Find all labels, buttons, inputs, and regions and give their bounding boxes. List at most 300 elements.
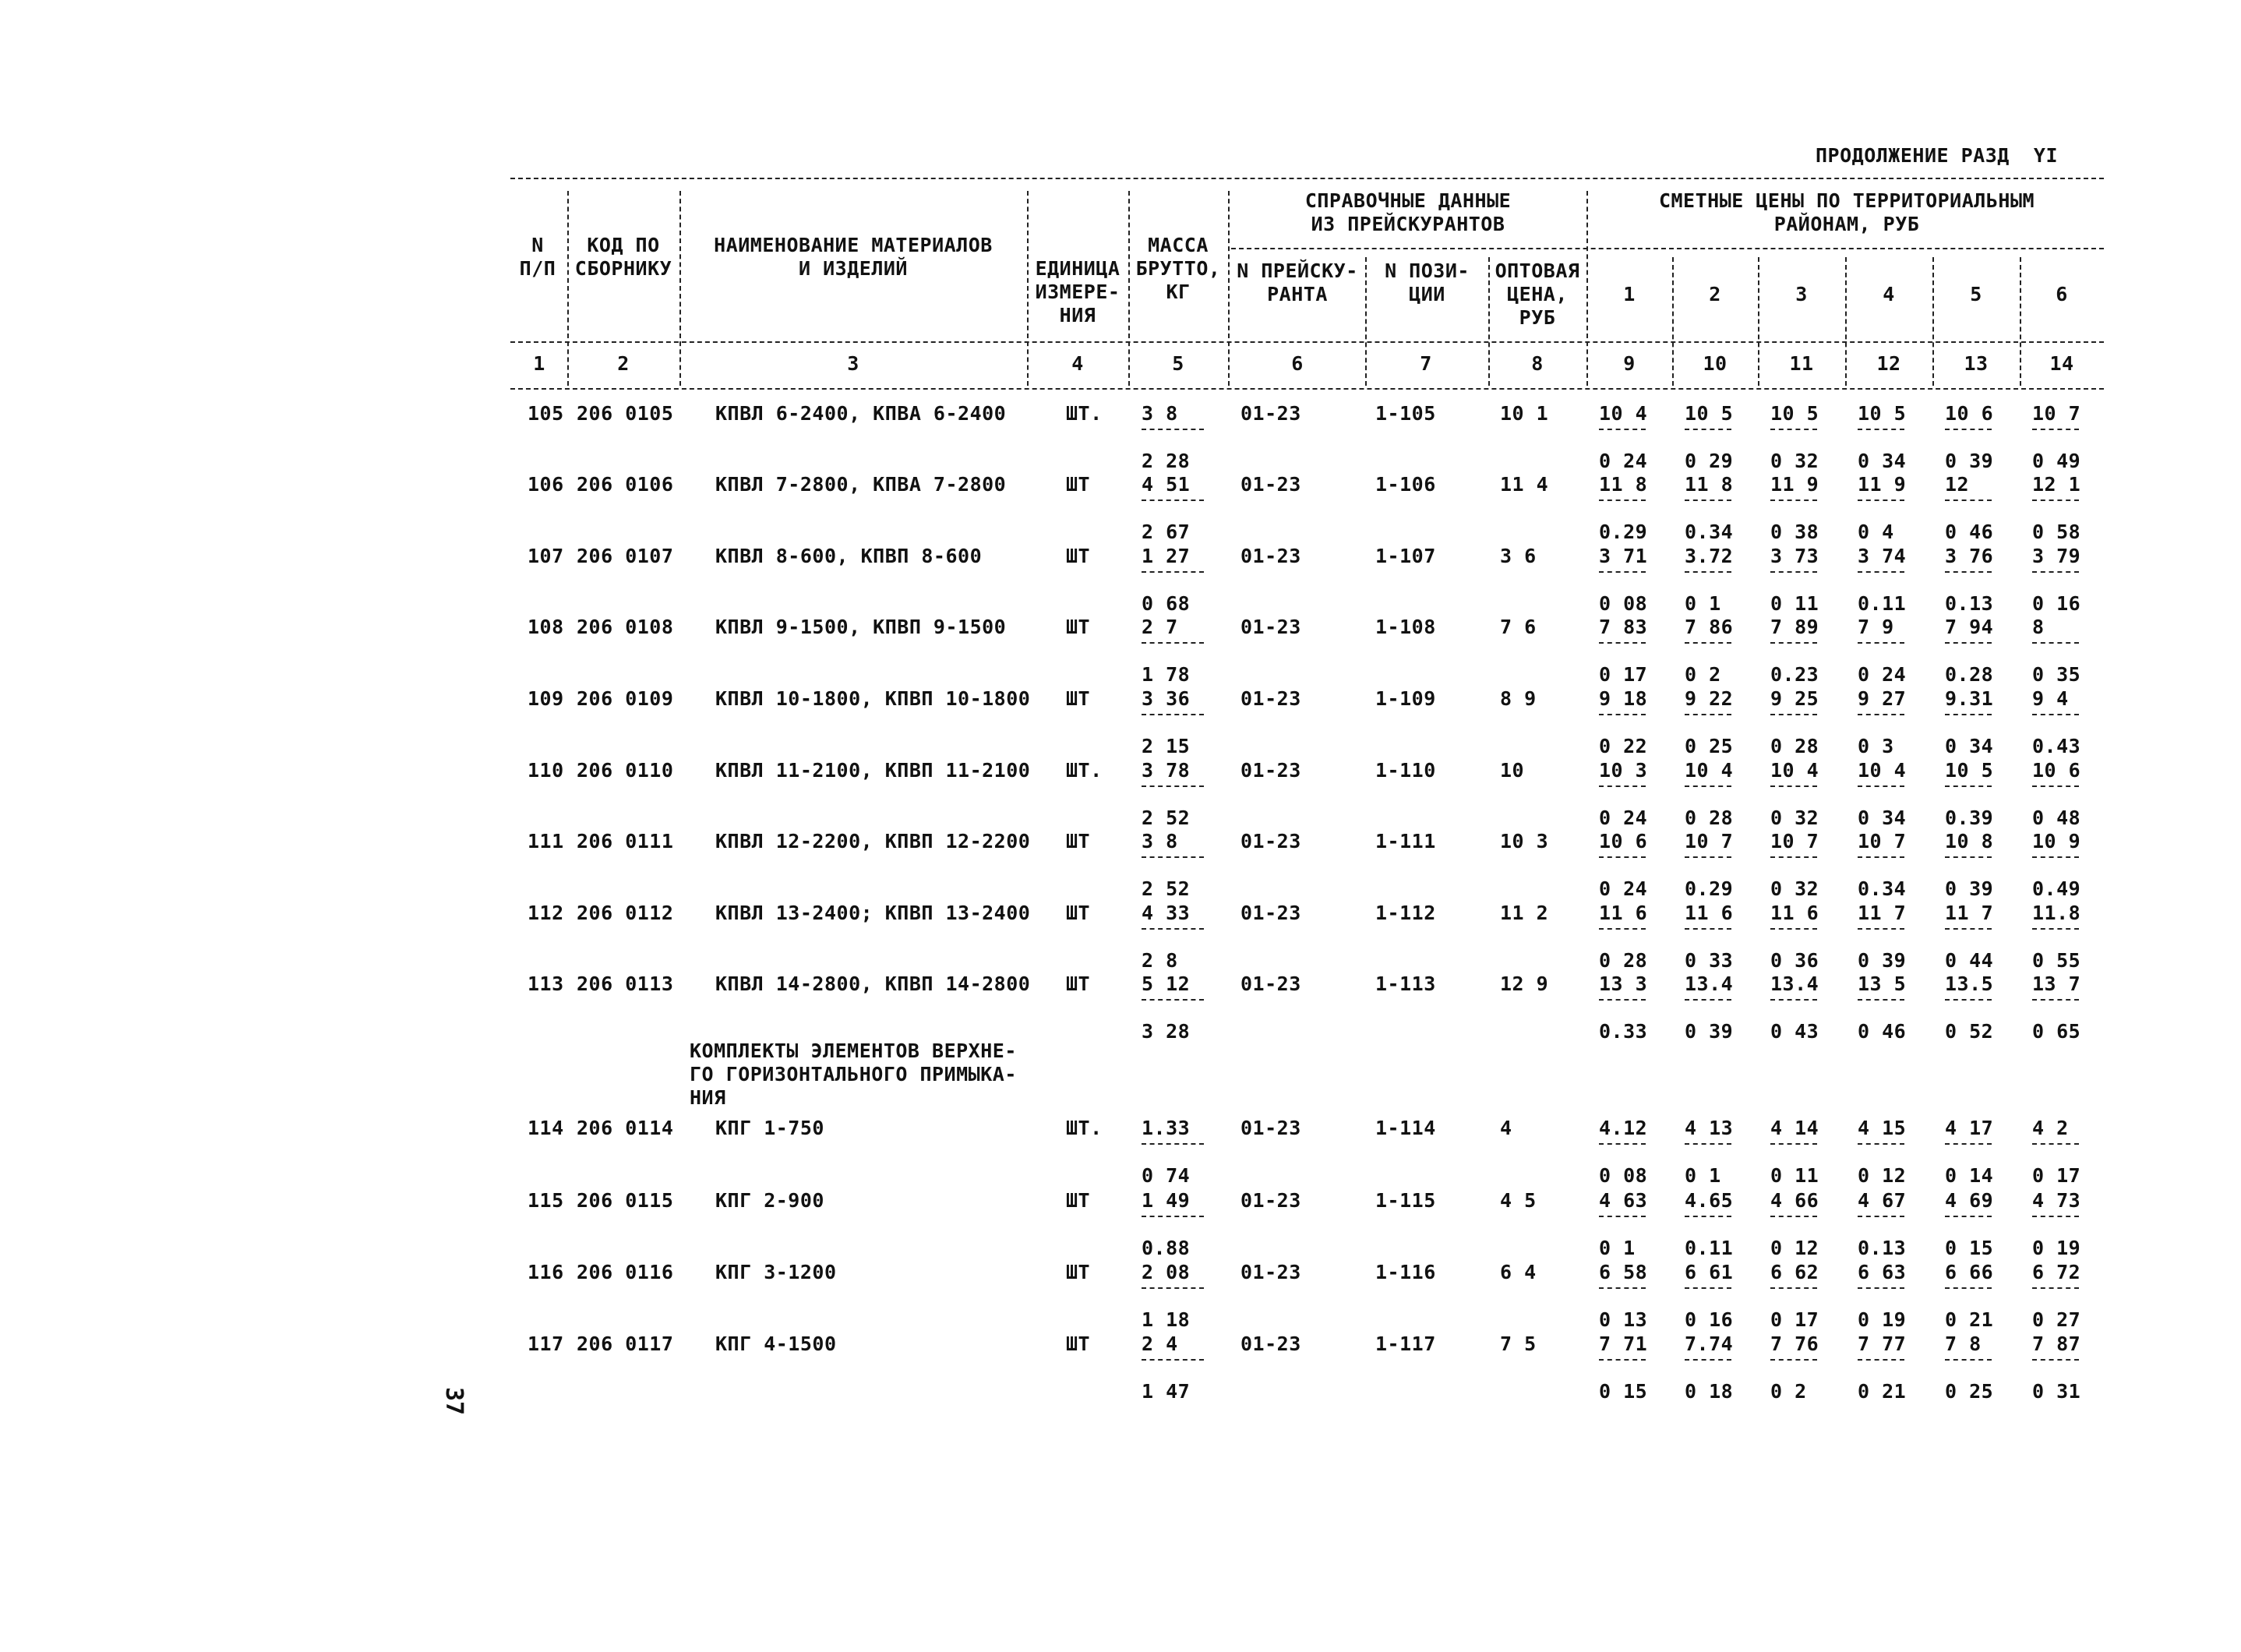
row-name: КПВЛ 9-1500, КПВП 9-1500 [715, 616, 1007, 638]
row-price-region-6: 4 2 [2032, 1117, 2069, 1139]
row-price-region-5: 4 17 [1945, 1117, 1994, 1139]
subrow-price-region-6: 0.43 [2032, 735, 2081, 757]
subrow-price-region-1: 0 08 [1599, 1164, 1648, 1187]
row-code: 206 0108 [577, 616, 674, 638]
row-wholesale: 10 [1500, 759, 1525, 782]
price-separator [1945, 714, 1992, 715]
mass-separator [1142, 714, 1204, 715]
price-separator [1685, 1143, 1731, 1145]
col-divider [1932, 257, 1934, 386]
row-position: 1-107 [1375, 545, 1436, 567]
row-position: 1-112 [1375, 902, 1436, 924]
row-code: 206 0109 [577, 687, 674, 710]
row-number: 113 [528, 972, 564, 995]
price-separator [1685, 571, 1731, 573]
col-header-est-group: СМЕТНЫЕ ЦЕНЫ ПО ТЕРРИТОРИАЛЬНЫМ РАЙОНАМ, РУБ [1658, 189, 2035, 235]
price-separator [1858, 1216, 1904, 1217]
column-number: 14 [2049, 352, 2074, 375]
row-price-region-3: 4 14 [1770, 1117, 1819, 1139]
row-mass: 3 36 [1142, 687, 1191, 710]
subrow-price-region-6: 0 35 [2032, 663, 2081, 686]
price-separator [1685, 1359, 1731, 1361]
row-wholesale: 11 4 [1500, 473, 1549, 496]
row-code: 206 0111 [577, 830, 674, 852]
col-divider [2020, 257, 2021, 386]
row-price-region-5: 13.5 [1945, 972, 1994, 995]
subrow-mass: 2 28 [1142, 450, 1191, 472]
row-unit: ШТ. [1066, 1117, 1103, 1139]
subrow-price-region-2: 0 25 [1685, 735, 1734, 757]
row-code: 206 0116 [577, 1261, 674, 1283]
col-header-name: НАИМЕНОВАНИЕ МАТЕРИАЛОВ И ИЗДЕЛИЙ [714, 234, 993, 280]
subrow-price-region-6: 0 48 [2032, 807, 2081, 829]
subrow-mass: 2 52 [1142, 877, 1191, 900]
subrow-price-region-1: 0 28 [1599, 949, 1648, 972]
subrow-mass: 0 74 [1142, 1164, 1191, 1187]
row-price-region-4: 4 15 [1858, 1117, 1907, 1139]
column-number: 6 [1291, 352, 1304, 375]
subrow-price-region-4: 0.11 [1858, 592, 1907, 615]
price-separator [1945, 1359, 1992, 1361]
row-mass: 1 27 [1142, 545, 1191, 567]
price-separator [1945, 856, 1992, 858]
row-price-region-5: 11 7 [1945, 902, 1994, 924]
row-price-region-6: 10 9 [2032, 830, 2081, 852]
subrow-price-region-4: 0 34 [1858, 450, 1907, 472]
row-unit: ШТ [1066, 1333, 1091, 1355]
subrow-mass: 1 47 [1142, 1380, 1191, 1403]
subrow-price-region-4: 0 19 [1858, 1308, 1907, 1331]
page-number: 37 [440, 1387, 468, 1416]
mass-separator [1142, 785, 1204, 787]
subrow-price-region-1: 0.29 [1599, 521, 1648, 543]
row-wholesale: 6 4 [1500, 1261, 1537, 1283]
row-mass: 2 08 [1142, 1261, 1191, 1283]
subrow-price-region-6: 0 49 [2032, 450, 2081, 472]
region-header-1: 1 [1623, 283, 1636, 305]
row-price-region-4: 4 67 [1858, 1189, 1907, 1212]
subheader-rule [510, 341, 2104, 343]
row-wholesale: 7 5 [1500, 1333, 1537, 1355]
row-price-region-6: 8 [2032, 616, 2045, 638]
row-name: КПВЛ 7-2800, КПВА 7-2800 [715, 473, 1007, 496]
price-separator [1685, 429, 1731, 430]
price-separator [1599, 785, 1646, 787]
subrow-price-region-5: 0.13 [1945, 592, 1994, 615]
subrow-price-region-3: 0 32 [1770, 450, 1819, 472]
row-unit: ШТ [1066, 1189, 1091, 1212]
row-price-region-2: 7.74 [1685, 1333, 1734, 1355]
subrow-price-region-2: 0 2 [1685, 663, 1721, 686]
subrow-price-region-6: 0 19 [2032, 1237, 2081, 1259]
row-mass: 4 51 [1142, 473, 1191, 496]
price-separator [2032, 642, 2079, 644]
row-position: 1-117 [1375, 1333, 1436, 1355]
row-price-region-5: 10 5 [1945, 759, 1994, 782]
row-number: 116 [528, 1261, 564, 1283]
price-separator [1858, 429, 1904, 430]
row-wholesale: 3 6 [1500, 545, 1537, 567]
subrow-price-region-4: 0 39 [1858, 949, 1907, 972]
price-separator [1770, 714, 1817, 715]
row-price-region-6: 10 6 [2032, 759, 2081, 782]
subrow-price-region-2: 0 28 [1685, 807, 1734, 829]
price-separator [1945, 928, 1992, 930]
price-separator [1599, 1359, 1646, 1361]
row-position: 1-105 [1375, 402, 1436, 425]
row-code: 206 0114 [577, 1117, 674, 1139]
row-pricelist: 01-23 [1240, 759, 1301, 782]
row-name: КПВЛ 12-2200, КПВП 12-2200 [715, 830, 1031, 852]
row-name: КПГ 2-900 [715, 1189, 824, 1212]
subrow-price-region-4: 0 12 [1858, 1164, 1907, 1187]
row-unit: ШТ [1066, 902, 1091, 924]
row-wholesale: 4 [1500, 1117, 1512, 1139]
row-price-region-4: 7 77 [1858, 1333, 1907, 1355]
subrow-price-region-6: 0 55 [2032, 949, 2081, 972]
row-pricelist: 01-23 [1240, 473, 1301, 496]
row-mass: 4 33 [1142, 902, 1191, 924]
row-position: 1-110 [1375, 759, 1436, 782]
row-pricelist: 01-23 [1240, 1333, 1301, 1355]
row-unit: ШТ [1066, 473, 1091, 496]
mass-separator [1142, 642, 1204, 644]
price-separator [1770, 642, 1817, 644]
row-price-region-3: 11 6 [1770, 902, 1819, 924]
row-code: 206 0113 [577, 972, 674, 995]
row-price-region-4: 10 4 [1858, 759, 1907, 782]
subrow-price-region-3: 0 43 [1770, 1020, 1819, 1043]
row-number: 114 [528, 1117, 564, 1139]
price-separator [1858, 856, 1904, 858]
col-header-position: N ПОЗИ- ЦИИ [1385, 259, 1470, 305]
col-divider [679, 191, 681, 386]
row-position: 1-114 [1375, 1117, 1436, 1139]
subrow-price-region-3: 0 38 [1770, 521, 1819, 543]
region-header-4: 4 [1883, 283, 1895, 305]
price-separator [1770, 1216, 1817, 1217]
subrow-price-region-4: 0 34 [1858, 807, 1907, 829]
row-price-region-6: 4 73 [2032, 1189, 2081, 1212]
header-bottom-rule [510, 388, 2104, 390]
row-price-region-2: 11 8 [1685, 473, 1734, 496]
price-separator [2032, 999, 2079, 1001]
region-header-3: 3 [1795, 283, 1808, 305]
row-wholesale: 10 1 [1500, 402, 1549, 425]
row-price-region-6: 6 72 [2032, 1261, 2081, 1283]
row-price-region-1: 13 3 [1599, 972, 1648, 995]
price-separator [2032, 499, 2079, 501]
row-price-region-2: 3.72 [1685, 545, 1734, 567]
row-price-region-4: 9 27 [1858, 687, 1907, 710]
subrow-price-region-2: 0 39 [1685, 1020, 1734, 1043]
subrow-price-region-6: 0 31 [2032, 1380, 2081, 1403]
subrow-price-region-2: 0 1 [1685, 1164, 1721, 1187]
row-price-region-4: 11 7 [1858, 902, 1907, 924]
row-price-region-3: 10 4 [1770, 759, 1819, 782]
price-separator [1685, 785, 1731, 787]
price-separator [1858, 999, 1904, 1001]
row-price-region-2: 10 4 [1685, 759, 1734, 782]
price-separator [1858, 499, 1904, 501]
subrow-mass: 0 68 [1142, 592, 1191, 615]
row-unit: ШТ [1066, 972, 1091, 995]
subrow-price-region-4: 0 21 [1858, 1380, 1907, 1403]
price-separator [1685, 999, 1731, 1001]
price-separator [1945, 571, 1992, 573]
column-number: 2 [617, 352, 630, 375]
column-number: 8 [1531, 352, 1544, 375]
subrow-price-region-3: 0 28 [1770, 735, 1819, 757]
row-pricelist: 01-23 [1240, 545, 1301, 567]
region-header-2: 2 [1709, 283, 1721, 305]
row-price-region-3: 7 76 [1770, 1333, 1819, 1355]
row-price-region-6: 11.8 [2032, 902, 2081, 924]
col-header-unit: ЕДИНИЦА ИЗМЕРЕ- НИЯ [1035, 257, 1120, 327]
row-price-region-5: 10 6 [1945, 402, 1994, 425]
row-name: КПГ 1-750 [715, 1117, 824, 1139]
price-separator [1599, 928, 1646, 930]
price-separator [1770, 499, 1817, 501]
row-price-region-6: 13 7 [2032, 972, 2081, 995]
row-price-region-5: 7 94 [1945, 616, 1994, 638]
col-header-num: N П/П [519, 234, 556, 280]
col-header-ref-group: СПРАВОЧНЫЕ ДАННЫЕ ИЗ ПРЕЙСКУРАНТОВ [1304, 189, 1512, 235]
row-price-region-3: 9 25 [1770, 687, 1819, 710]
price-separator [1858, 928, 1904, 930]
subrow-price-region-5: 0 25 [1945, 1380, 1994, 1403]
mass-separator [1142, 429, 1204, 430]
row-unit: ШТ [1066, 545, 1091, 567]
col-header-pricelist: N ПРЕЙСКУ- РАНТА [1237, 259, 1358, 305]
row-price-region-2: 10 7 [1685, 830, 1734, 852]
row-price-region-1: 11 6 [1599, 902, 1648, 924]
price-separator [1599, 856, 1646, 858]
column-number: 3 [847, 352, 859, 375]
row-unit: ШТ [1066, 687, 1091, 710]
row-price-region-3: 4 66 [1770, 1189, 1819, 1212]
subrow-price-region-2: 0 29 [1685, 450, 1734, 472]
col-divider [1365, 257, 1367, 386]
price-separator [1599, 714, 1646, 715]
price-separator [1599, 1143, 1646, 1145]
price-separator [1858, 571, 1904, 573]
price-separator [1858, 1143, 1904, 1145]
price-separator [2032, 571, 2079, 573]
subrow-price-region-2: 0 16 [1685, 1308, 1734, 1331]
subrow-price-region-4: 0.34 [1858, 877, 1907, 900]
row-price-region-2: 11 6 [1685, 902, 1734, 924]
row-number: 111 [528, 830, 564, 852]
table-top-rule [510, 178, 2104, 179]
row-position: 1-111 [1375, 830, 1436, 852]
row-position: 1-113 [1375, 972, 1436, 995]
row-position: 1-108 [1375, 616, 1436, 638]
row-price-region-1: 4 63 [1599, 1189, 1648, 1212]
subrow-price-region-3: 0 11 [1770, 592, 1819, 615]
price-separator [1770, 928, 1817, 930]
row-number: 106 [528, 473, 564, 496]
row-number: 109 [528, 687, 564, 710]
mass-separator [1142, 1216, 1204, 1217]
subrow-mass: 2 15 [1142, 735, 1191, 757]
subrow-price-region-2: 0.11 [1685, 1237, 1734, 1259]
price-separator [1599, 1216, 1646, 1217]
col-divider [1586, 191, 1588, 386]
price-separator [1599, 642, 1646, 644]
row-pricelist: 01-23 [1240, 972, 1301, 995]
row-mass: 2 7 [1142, 616, 1178, 638]
price-separator [1858, 1359, 1904, 1361]
price-separator [2032, 785, 2079, 787]
col-divider [1758, 257, 1759, 386]
row-price-region-1: 11 8 [1599, 473, 1648, 496]
row-unit: ШТ [1066, 1261, 1091, 1283]
row-price-region-3: 3 73 [1770, 545, 1819, 567]
column-number: 5 [1172, 352, 1184, 375]
row-number: 108 [528, 616, 564, 638]
row-number: 117 [528, 1333, 564, 1355]
subrow-price-region-1: 0 17 [1599, 663, 1648, 686]
row-price-region-1: 7 71 [1599, 1333, 1648, 1355]
row-pricelist: 01-23 [1240, 902, 1301, 924]
row-price-region-4: 13 5 [1858, 972, 1907, 995]
group-rule [1231, 248, 2104, 249]
row-name: КПВЛ 8-600, КПВП 8-600 [715, 545, 983, 567]
row-price-region-1: 4.12 [1599, 1117, 1648, 1139]
row-price-region-5: 6 66 [1945, 1261, 1994, 1283]
row-position: 1-116 [1375, 1261, 1436, 1283]
price-separator [1858, 642, 1904, 644]
row-price-region-6: 7 87 [2032, 1333, 2081, 1355]
section-title: КОМПЛЕКТЫ ЭЛЕМЕНТОВ ВЕРХНЕ- ГО ГОРИЗОНТАЛЬНОГО ПРИМЫКА- НИЯ [690, 1040, 1017, 1109]
subrow-price-region-5: 0 39 [1945, 450, 1994, 472]
price-separator [1858, 785, 1904, 787]
price-separator [2032, 429, 2079, 430]
row-price-region-1: 9 18 [1599, 687, 1648, 710]
subrow-price-region-6: 0.49 [2032, 877, 2081, 900]
row-unit: ШТ [1066, 616, 1091, 638]
subrow-price-region-5: 0 44 [1945, 949, 1994, 972]
row-pricelist: 01-23 [1240, 402, 1301, 425]
column-number: 11 [1789, 352, 1814, 375]
row-price-region-4: 7 9 [1858, 616, 1894, 638]
subrow-mass: 0.88 [1142, 1237, 1191, 1259]
price-separator [1945, 1287, 1992, 1289]
row-code: 206 0115 [577, 1189, 674, 1212]
row-mass: 3 78 [1142, 759, 1191, 782]
row-code: 206 0110 [577, 759, 674, 782]
subrow-price-region-1: 0.33 [1599, 1020, 1648, 1043]
row-price-region-1: 3 71 [1599, 545, 1648, 567]
subrow-price-region-6: 0 17 [2032, 1164, 2081, 1187]
row-price-region-3: 13.4 [1770, 972, 1819, 995]
subrow-price-region-5: 0 15 [1945, 1237, 1994, 1259]
row-price-region-2: 13.4 [1685, 972, 1734, 995]
row-mass: 3 8 [1142, 830, 1178, 852]
subrow-price-region-4: 0 4 [1858, 521, 1894, 543]
row-position: 1-109 [1375, 687, 1436, 710]
col-header-wholesale: ОПТОВАЯ ЦЕНА, РУБ [1495, 259, 1580, 329]
price-separator [1770, 785, 1817, 787]
row-price-region-5: 7 8 [1945, 1333, 1982, 1355]
price-separator [1770, 1359, 1817, 1361]
subrow-price-region-2: 0.34 [1685, 521, 1734, 543]
row-price-region-6: 10 7 [2032, 402, 2081, 425]
price-separator [2032, 1143, 2079, 1145]
price-separator [1599, 499, 1646, 501]
row-price-region-6: 9 4 [2032, 687, 2069, 710]
subrow-price-region-5: 0 21 [1945, 1308, 1994, 1331]
column-number: 12 [1876, 352, 1901, 375]
row-number: 107 [528, 545, 564, 567]
row-price-region-2: 4.65 [1685, 1189, 1734, 1212]
row-price-region-1: 10 6 [1599, 830, 1648, 852]
price-separator [1945, 785, 1992, 787]
row-name: КПГ 4-1500 [715, 1333, 837, 1355]
mass-separator [1142, 999, 1204, 1001]
region-header-6: 6 [2056, 283, 2068, 305]
row-name: КПВЛ 10-1800, КПВП 10-1800 [715, 687, 1031, 710]
row-pricelist: 01-23 [1240, 1189, 1301, 1212]
price-separator [2032, 1287, 2079, 1289]
price-separator [1945, 429, 1992, 430]
price-separator [1770, 1143, 1817, 1145]
region-header-5: 5 [1970, 283, 1982, 305]
row-pricelist: 01-23 [1240, 1261, 1301, 1283]
subrow-price-region-5: 0 34 [1945, 735, 1994, 757]
price-separator [1685, 1216, 1731, 1217]
column-number: 10 [1703, 352, 1728, 375]
row-price-region-3: 10 7 [1770, 830, 1819, 852]
row-price-region-4: 10 5 [1858, 402, 1907, 425]
price-separator [1770, 999, 1817, 1001]
row-pricelist: 01-23 [1240, 616, 1301, 638]
row-code: 206 0107 [577, 545, 674, 567]
row-position: 1-115 [1375, 1189, 1436, 1212]
subrow-mass: 1 18 [1142, 1308, 1191, 1331]
row-unit: ШТ. [1066, 402, 1103, 425]
subrow-price-region-1: 0 24 [1599, 450, 1648, 472]
subrow-price-region-1: 0 24 [1599, 877, 1648, 900]
price-separator [2032, 714, 2079, 715]
subrow-price-region-5: 0 14 [1945, 1164, 1994, 1187]
column-number: 4 [1071, 352, 1084, 375]
row-mass: 5 12 [1142, 972, 1191, 995]
row-wholesale: 10 3 [1500, 830, 1549, 852]
subrow-price-region-1: 0 08 [1599, 592, 1648, 615]
row-price-region-4: 10 7 [1858, 830, 1907, 852]
subrow-price-region-4: 0 46 [1858, 1020, 1907, 1043]
price-separator [1685, 856, 1731, 858]
subrow-price-region-2: 0 18 [1685, 1380, 1734, 1403]
row-wholesale: 7 6 [1500, 616, 1537, 638]
row-unit: ШТ [1066, 830, 1091, 852]
row-price-region-2: 10 5 [1685, 402, 1734, 425]
price-separator [1945, 642, 1992, 644]
column-number: 1 [533, 352, 545, 375]
subrow-mass: 3 28 [1142, 1020, 1191, 1043]
row-name: КПВЛ 11-2100, КПВП 11-2100 [715, 759, 1031, 782]
subrow-price-region-6: 0 58 [2032, 521, 2081, 543]
row-price-region-4: 6 63 [1858, 1261, 1907, 1283]
price-separator [1770, 429, 1817, 430]
subrow-price-region-1: 0 22 [1599, 735, 1648, 757]
row-number: 115 [528, 1189, 564, 1212]
row-number: 112 [528, 902, 564, 924]
subrow-price-region-5: 0 39 [1945, 877, 1994, 900]
subrow-price-region-3: 0 32 [1770, 807, 1819, 829]
